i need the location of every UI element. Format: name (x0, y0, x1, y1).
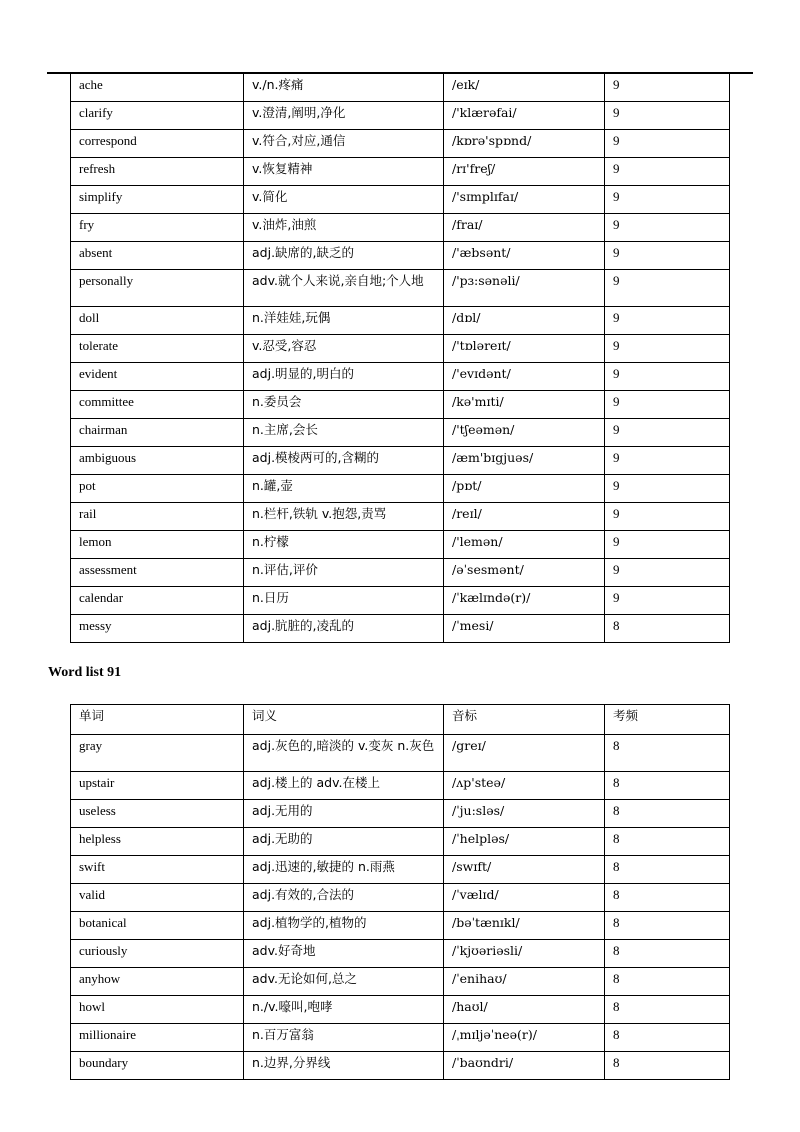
table-row (71, 856, 730, 884)
table-row (71, 186, 730, 214)
phonetic-cell: /ˈenihaʊ/ (444, 968, 605, 996)
meaning-cell: n.洋娃娃,玩偶 (244, 307, 444, 335)
table-header-row (71, 705, 730, 735)
word-list-heading: Word list 91 (48, 665, 122, 680)
meaning-cell: v.澄清,阐明,净化 (244, 102, 444, 130)
meaning-cell: adj.迅速的,敏捷的 n.雨燕 (244, 856, 444, 884)
word-cell: tolerate (71, 335, 244, 363)
phonetic-cell: /'tɒləreɪt/ (444, 335, 605, 363)
frequency-cell: 9 (605, 186, 730, 214)
frequency-cell: 9 (605, 270, 730, 307)
frequency-cell: 9 (605, 475, 730, 503)
phonetic-cell: /ˈkjʊəriəsli/ (444, 940, 605, 968)
vocab-table-continued-body (71, 74, 730, 643)
frequency-cell: 9 (605, 242, 730, 270)
table-row (71, 130, 730, 158)
meaning-cell: v.符合,对应,通信 (244, 130, 444, 158)
meaning-cell: adj.植物学的,植物的 (244, 912, 444, 940)
table-row (71, 912, 730, 940)
table-row (71, 242, 730, 270)
table-row (71, 772, 730, 800)
word-cell: assessment (71, 559, 244, 587)
phonetic-cell: /ˌmɪljəˈneə(r)/ (444, 1024, 605, 1052)
phonetic-cell: /eɪk/ (444, 74, 605, 102)
table-row (71, 74, 730, 102)
word-cell: upstair (71, 772, 244, 800)
frequency-cell: 9 (605, 531, 730, 559)
phonetic-cell: /ʌp'steə/ (444, 772, 605, 800)
word-cell: valid (71, 884, 244, 912)
phonetic-cell: /ˈhelpləs/ (444, 828, 605, 856)
phonetic-cell: /greɪ/ (444, 735, 605, 772)
phonetic-cell: /fraɪ/ (444, 214, 605, 242)
word-cell: pot (71, 475, 244, 503)
frequency-cell: 9 (605, 363, 730, 391)
meaning-cell: adj.楼上的 adv.在楼上 (244, 772, 444, 800)
phonetic-cell: /'pɜ:sənəli/ (444, 270, 605, 307)
meaning-cell: v.油炸,油煎 (244, 214, 444, 242)
meaning-cell: adj.无用的 (244, 800, 444, 828)
frequency-cell: 9 (605, 130, 730, 158)
frequency-cell: 8 (605, 912, 730, 940)
table-row (71, 307, 730, 335)
word-cell: helpless (71, 828, 244, 856)
frequency-cell: 8 (605, 615, 730, 643)
word-cell: gray (71, 735, 244, 772)
table-row (71, 587, 730, 615)
word-cell: personally (71, 270, 244, 307)
meaning-cell: n.主席,会长 (244, 419, 444, 447)
phonetic-cell: /swɪft/ (444, 856, 605, 884)
phonetic-cell: /'lemən/ (444, 531, 605, 559)
meaning-cell: adj.明显的,明白的 (244, 363, 444, 391)
meaning-cell: adj.无助的 (244, 828, 444, 856)
table-row (71, 800, 730, 828)
table-row (71, 940, 730, 968)
phonetic-cell: /reɪl/ (444, 503, 605, 531)
frequency-cell: 8 (605, 996, 730, 1024)
table-row (71, 419, 730, 447)
phonetic-cell: /kɒrə'spɒnd/ (444, 130, 605, 158)
meaning-cell: adv.好奇地 (244, 940, 444, 968)
phonetic-cell: /bəˈtænɪkl/ (444, 912, 605, 940)
meaning-cell: adj.灰色的,暗淡的 v.变灰 n.灰色 (244, 735, 444, 772)
word-cell: anyhow (71, 968, 244, 996)
meaning-cell: v.忍受,容忍 (244, 335, 444, 363)
phonetic-cell: /æm'bɪgjuəs/ (444, 447, 605, 475)
table-row (71, 447, 730, 475)
frequency-cell: 8 (605, 735, 730, 772)
header-phonetic: 音标 (444, 705, 605, 735)
phonetic-cell: /'sɪmplɪfaɪ/ (444, 186, 605, 214)
phonetic-cell: /'æbsənt/ (444, 242, 605, 270)
table-row (71, 559, 730, 587)
meaning-cell: v./n.疼痛 (244, 74, 444, 102)
frequency-cell: 8 (605, 856, 730, 884)
meaning-cell: n.边界,分界线 (244, 1052, 444, 1080)
table-row (71, 214, 730, 242)
frequency-cell: 9 (605, 74, 730, 102)
word-cell: calendar (71, 587, 244, 615)
frequency-cell: 8 (605, 1052, 730, 1080)
table-row (71, 363, 730, 391)
frequency-cell: 8 (605, 800, 730, 828)
header-meaning: 词义 (244, 705, 444, 735)
phonetic-cell: /ˈkælɪndə(r)/ (444, 587, 605, 615)
phonetic-cell: /pɒt/ (444, 475, 605, 503)
word-cell: ache (71, 74, 244, 102)
phonetic-cell: /ˈbaʊndri/ (444, 1052, 605, 1080)
word-cell: committee (71, 391, 244, 419)
word-cell: lemon (71, 531, 244, 559)
table-row (71, 158, 730, 186)
phonetic-cell: /ˈvælɪd/ (444, 884, 605, 912)
phonetic-cell: /ˈmesi/ (444, 615, 605, 643)
word-cell: doll (71, 307, 244, 335)
frequency-cell: 9 (605, 307, 730, 335)
table-row (71, 270, 730, 307)
table-row (71, 335, 730, 363)
word-cell: useless (71, 800, 244, 828)
frequency-cell: 9 (605, 214, 730, 242)
frequency-cell: 8 (605, 940, 730, 968)
meaning-cell: adj.缺席的,缺乏的 (244, 242, 444, 270)
word-cell: botanical (71, 912, 244, 940)
word-cell: swift (71, 856, 244, 884)
meaning-cell: n.评估,评价 (244, 559, 444, 587)
word-cell: fry (71, 214, 244, 242)
word-cell: millionaire (71, 1024, 244, 1052)
word-cell: simplify (71, 186, 244, 214)
table-row (71, 884, 730, 912)
frequency-cell: 9 (605, 503, 730, 531)
phonetic-cell: /rɪ'freʃ/ (444, 158, 605, 186)
phonetic-cell: /dɒl/ (444, 307, 605, 335)
word-cell: clarify (71, 102, 244, 130)
vocab-table-word-list-91-body (71, 705, 730, 1080)
meaning-cell: n.百万富翁 (244, 1024, 444, 1052)
word-cell: evident (71, 363, 244, 391)
phonetic-cell: /kə'mɪti/ (444, 391, 605, 419)
meaning-cell: v.简化 (244, 186, 444, 214)
vocab-table-continued (70, 73, 730, 643)
frequency-cell: 8 (605, 828, 730, 856)
frequency-cell: 8 (605, 884, 730, 912)
table-row (71, 391, 730, 419)
word-cell: messy (71, 615, 244, 643)
phonetic-cell: /'tʃeəmən/ (444, 419, 605, 447)
meaning-cell: n.日历 (244, 587, 444, 615)
meaning-cell: n./v.嚎叫,咆哮 (244, 996, 444, 1024)
meaning-cell: adv.无论如何,总之 (244, 968, 444, 996)
frequency-cell: 8 (605, 968, 730, 996)
frequency-cell: 9 (605, 158, 730, 186)
table-row (71, 828, 730, 856)
word-cell: refresh (71, 158, 244, 186)
frequency-cell: 9 (605, 587, 730, 615)
meaning-cell: n.委员会 (244, 391, 444, 419)
table-row (71, 102, 730, 130)
frequency-cell: 9 (605, 391, 730, 419)
meaning-cell: v.恢复精神 (244, 158, 444, 186)
phonetic-cell: /əˈsesmənt/ (444, 559, 605, 587)
word-cell: curiously (71, 940, 244, 968)
meaning-cell: n.柠檬 (244, 531, 444, 559)
table-row (71, 968, 730, 996)
frequency-cell: 9 (605, 559, 730, 587)
meaning-cell: n.罐,壶 (244, 475, 444, 503)
table-row (71, 475, 730, 503)
table-row (71, 615, 730, 643)
frequency-cell: 9 (605, 447, 730, 475)
header-frequency: 考频 (605, 705, 730, 735)
frequency-cell: 8 (605, 1024, 730, 1052)
table-row (71, 996, 730, 1024)
header-word: 单词 (71, 705, 244, 735)
meaning-cell: n.栏杆,铁轨 v.抱怨,责骂 (244, 503, 444, 531)
phonetic-cell: /'evɪdənt/ (444, 363, 605, 391)
phonetic-cell: /'klærəfai/ (444, 102, 605, 130)
table-row (71, 531, 730, 559)
word-cell: boundary (71, 1052, 244, 1080)
frequency-cell: 9 (605, 419, 730, 447)
meaning-cell: adj.有效的,合法的 (244, 884, 444, 912)
table-row (71, 1052, 730, 1080)
word-cell: howl (71, 996, 244, 1024)
table-row (71, 503, 730, 531)
word-cell: rail (71, 503, 244, 531)
meaning-cell: adj.模棱两可的,含糊的 (244, 447, 444, 475)
table-row (71, 735, 730, 772)
table-row (71, 1024, 730, 1052)
word-cell: ambiguous (71, 447, 244, 475)
meaning-cell: adv.就个人来说,亲自地;个人地 (244, 270, 444, 307)
word-cell: correspond (71, 130, 244, 158)
frequency-cell: 9 (605, 335, 730, 363)
frequency-cell: 8 (605, 772, 730, 800)
frequency-cell: 9 (605, 102, 730, 130)
phonetic-cell: /ˈju:sləs/ (444, 800, 605, 828)
word-cell: chairman (71, 419, 244, 447)
word-cell: absent (71, 242, 244, 270)
phonetic-cell: /haʊl/ (444, 996, 605, 1024)
vocab-table-word-list-91 (70, 704, 730, 1080)
meaning-cell: adj.肮脏的,凌乱的 (244, 615, 444, 643)
